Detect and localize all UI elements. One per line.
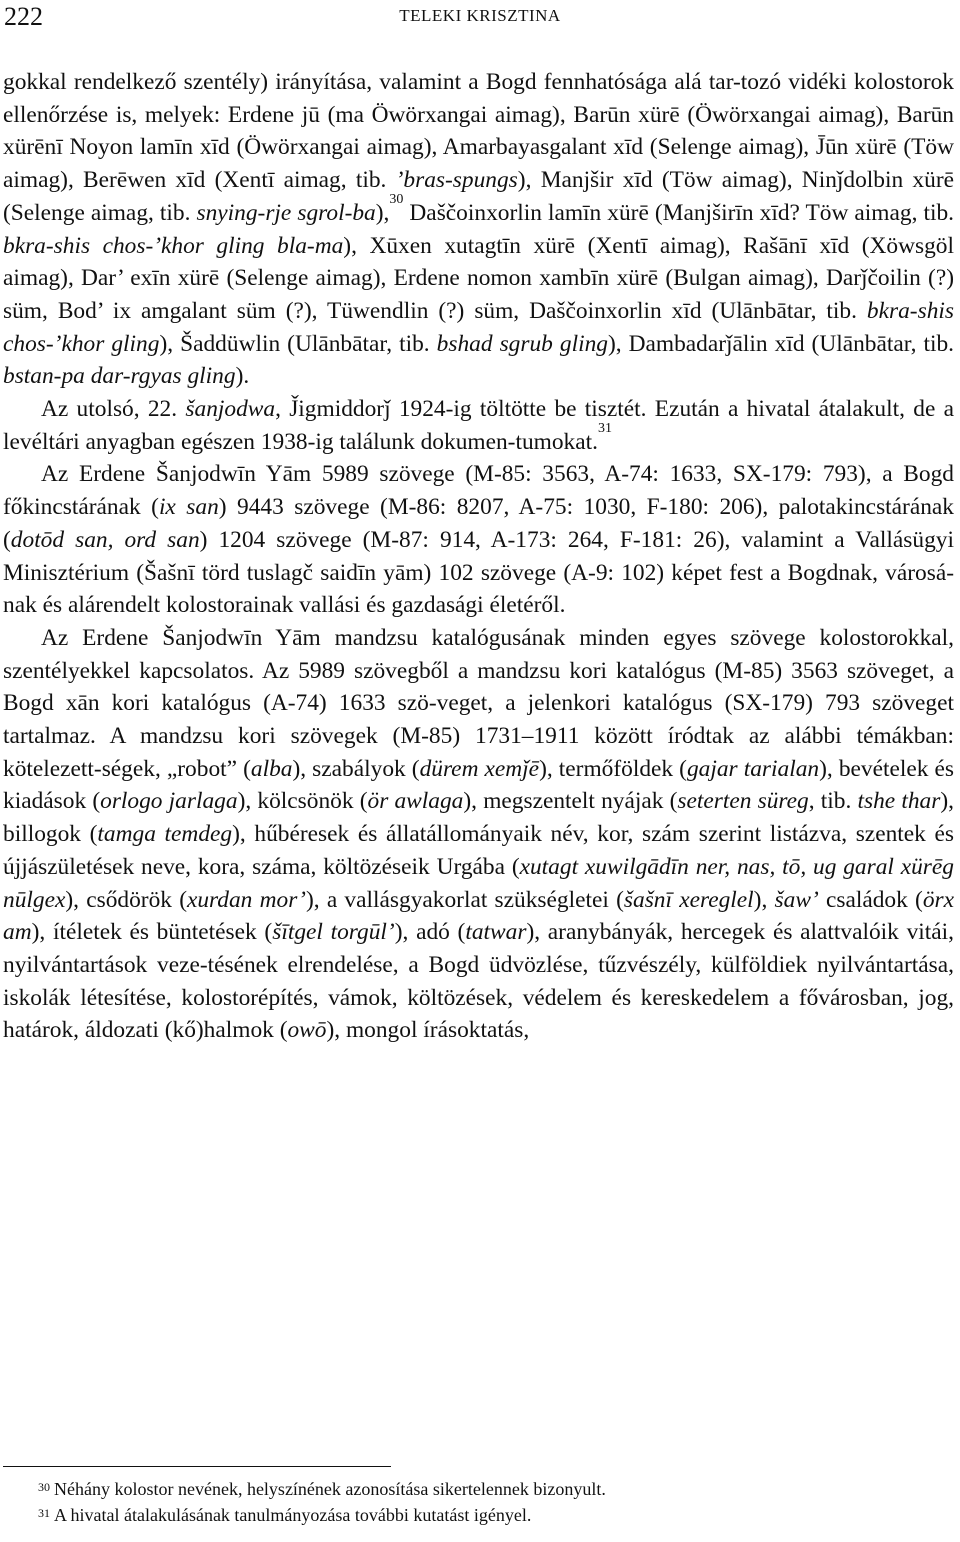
footnote-number: 30 <box>38 1480 50 1494</box>
footnote-text: A hivatal átalakulásának tanulmányozása további kutatást igényel. <box>54 1505 532 1525</box>
footnote-ref-30[interactable]: 30 <box>389 191 404 207</box>
paragraph-2: Az utolsó, 22. šanjodwa, J̌igmiddorǰ 1924-ig töltötte be tisztét. Ezután a hivatal átalakult, de a levéltári anyagban egészen 1938-ig találunk dokumen-tumokat.$^{31}$ <box>3 396 954 455</box>
running-head: TELEKI KRISZTINA <box>399 6 561 25</box>
footnotes <box>38 1476 938 1528</box>
body-text <box>3 66 954 1047</box>
footnote-rule <box>3 1466 391 1467</box>
footnote-text: Néhány kolostor nevének, helyszínének azonosítása sikertelennek bizonyult. <box>54 1479 606 1499</box>
paragraph-3: Az Erdene Šanjodwīn Yām 5989 szövege (M-85: 3563, A-74: 1633, SX-179: 793), a Bogd főkincstárának (ix san) 9443 szövege (M-86: 8207, A-75: 1030, F-180: 206), palotakincstárának (dotōd san, ord san) 1204 szövege (M-87: 914, A-173: 264, F-181: 26), valamint a Vallásügyi Minisztérium (Šašnī törd tuslagč saidīn yām) 102 szövege (A-9: 102) képet fest a Bogdnak, városá-nak és alárendelt kolostorainak vallási és gazdasági életéről. <box>3 461 954 619</box>
footnote-30 <box>38 1476 938 1502</box>
footnote-number: 31 <box>38 1506 50 1520</box>
page-number: 222 <box>4 2 43 31</box>
paragraph-4: Az Erdene Šanjodwīn Yām mandzsu katalógusának minden egyes szövege kolostorokkal, szentélyekkel kapcsolatos. Az 5989 szövegből a mandzsu kori katalógus (M-85) 3563 szöveget, a Bogd xān kori katalógus (A-74) 1633 szö-veget, a jelenkori katalógus (SX-179) 793 szöveget tartalmaz. A mandzsu kori szövegek (M-85) 1731–1911 között íródtak az alábbi témákban: kötelezett-ségek, „robot” (alba), szabályok (dürem xemǰē), termőföldek (gajar tarialan), bevételek és kiadások (orlogo jarlaga), kölcsönök (ör awlaga), megszentelt nyájak (seterten süreg, tib. tshe thar), billogok (tamga temdeg), hűbéresek és állatállományaik név, kor, szám szerint listázva, szentek és újjászületések neve, kora, száma, költözéseik Urgába (xutagt xuwilgādīn ner, nas, tō, ug garal xürēg nūlgex), csődörök (xurdan mor’), a vallásgyakorlat szükségletei (šašnī xereglel), šaw’ családok (örx am), ítéletek és büntetések (šītgel torgūl’), adó (tatwar), aranybányák, hercegek és alattvalóik vitái, nyilvántartások veze-tésének elrendelése, a Bogd üdvözlése, tűzvészély, külföldiek nyilvántartása, iskolák létesítése, kolostorépítés, vámok, költözések, védelem és kereskedelem a fővárosban, jog, határok, áldozati (kő)halmok (owō), mongol írásoktatás, <box>3 624 955 1044</box>
paragraph-1: gokkal rendelkező szentély) irányítása, valamint a Bogd fennhatósága alá tar-tozó vidéki kolostorok ellenőrzése is, melyek: Erdene jū (ma Öwörxangai aimag), Barūn xürē (Öwörxangai aimag), Barūn xürēnī Noyon lamīn xīd (Öwörxangai aimag), Amarbayasgalant xīd (Selenge aimag), J̄ūn xürē (Töw aimag), Berēwen xīd (Xentī aimag, tib. ʼbras-spungs), Manjšir xīd (Töw aimag), Ninǰdolbin xürē (Selenge aimag, tib. snying-rje sgrol-ba),$^{30}$ Daščoinxorlin lamīn xürē (Manjširīn xīd? Töw aimag, tib. bkra-shis chos-ʼkhor gling bla-ma), Xūxen xutagtīn xürē (Xentī aimag), Rašānī xīd (Xöwsgöl aimag), Dar’ exīn xürē (Selenge aimag), Erdene nomon xambīn xürē (Bulgan aimag), Darǰčoilin (?) süm, Bod’ ix amgalant süm (?), Tüwendlin (?) süm, Daščoinxorlin xīd (Ulānbātar, tib. bkra-shis chos-ʼkhor gling), Šaddüwlin (Ulānbātar, tib. bshad sgrub gling), Dambadarǰālin xīd (Ulānbātar, tib. bstan-pa dar-rgyas gling). <box>3 69 955 390</box>
footnote-31 <box>38 1502 938 1528</box>
footnote-ref-31[interactable]: 31 <box>597 420 612 436</box>
